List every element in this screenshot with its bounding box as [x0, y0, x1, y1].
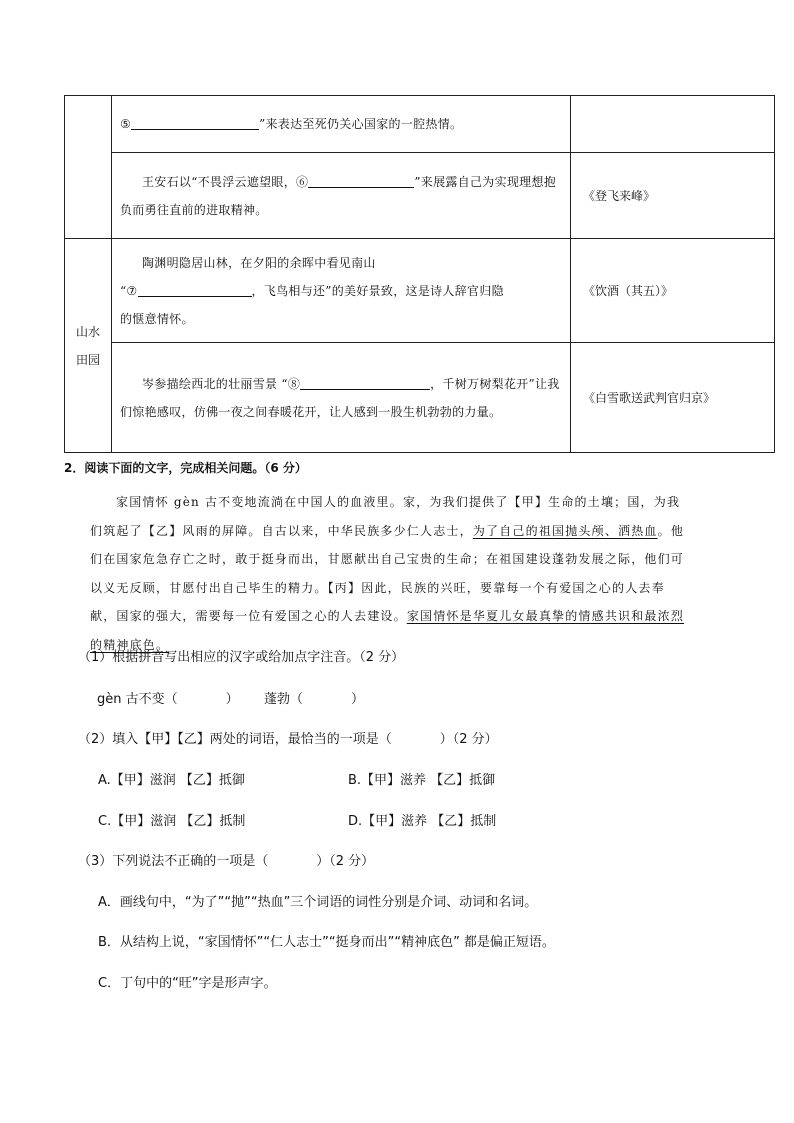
- poem-title-cell: 《登飞来峰》: [571, 153, 775, 239]
- description-cell: [112, 343, 571, 453]
- description-text: ”来展露自己为实现理想抱负而勇往直前的进取精神。: [120, 174, 557, 217]
- fill-blank[interactable]: [131, 115, 259, 130]
- option-b[interactable]: B.【甲】滋养 【乙】抵御: [348, 773, 496, 788]
- question-heading: 2．阅读下面的文字，完成相关问题。（6 分）: [64, 461, 307, 475]
- passage-text: 。他们在国家危急存亡之时，敢于挺身而出，甘愿献出自己宝贵的生命；在祖国建设蓬勃发展之际，他们可以义无反顾，甘愿付出自己毕生的精力。【丙】因此，民族的兴旺，要靠每一个有爱国之心的人去奉献，国家的强大，需要每一位有爱国之心的人去建设。: [90, 523, 685, 623]
- description-text: ，飞鸟相与还”的美好景致，这是诗人辞官归隐: [251, 283, 504, 298]
- poem-title-cell: [571, 96, 775, 153]
- paren-close: ）: [225, 692, 239, 707]
- fill-blank[interactable]: [300, 375, 430, 390]
- description-cell: [112, 239, 571, 343]
- underlined-sentence: 家国情怀是华夏儿女最真挚的情感共识和最浓烈的精神底色。: [90, 609, 685, 652]
- blank-number: ⑤: [120, 117, 132, 131]
- description-cell: [112, 96, 571, 153]
- description-cell: [112, 153, 571, 239]
- poem-title-cell: 《白雪歌送武判官归京》: [571, 343, 775, 453]
- table-row: [65, 343, 775, 453]
- category-cell: [65, 239, 112, 453]
- sub-question-1: （1）根据拼音写出相应的汉字或给加点字注音。（2 分）: [78, 650, 405, 665]
- question-text: （2）填入【甲】【乙】两处的词语，最恰当的一项是（: [78, 732, 392, 747]
- table-row: [65, 153, 775, 239]
- description-text: “⑦: [120, 283, 138, 298]
- pinyin-item: [97, 688, 239, 707]
- description-text: ，千树万树梨花开”让我们惊艳感叹，仿佛一夜之间春暖花开，让人感到一股生机勃勃的力量。: [120, 376, 560, 419]
- statement-b[interactable]: B．从结构上说，“家国情怀”“仁人志士”“挺身而出”“精神底色” 都是偏正短语。: [98, 935, 555, 950]
- description-text: 岑参描绘西北的壮丽雪景 “⑧: [142, 376, 301, 391]
- dotted-word-item: [264, 688, 364, 707]
- description-text: 陶渊明隐居山林，在夕阳的余晖中看见南山: [142, 255, 376, 270]
- description-text: 王安石以“不畏浮云遮望眼，⑥: [142, 174, 309, 189]
- option-c[interactable]: C.【甲】滋润 【乙】抵制: [98, 814, 246, 829]
- word-prompt: 蓬勃（: [264, 692, 304, 707]
- option-a[interactable]: A.【甲】滋润 【乙】抵御: [98, 773, 245, 788]
- pinyin-prompt: gèn 古不变（: [97, 692, 178, 707]
- statement-a[interactable]: A．画线句中，“为了”“抛”“热血”三个词语的词性分别是介词、动词和名词。: [98, 895, 538, 910]
- description-text: ”来表达至死仍关心国家的一腔热情。: [259, 117, 463, 131]
- option-d[interactable]: D.【甲】滋养 【乙】抵制: [348, 814, 497, 829]
- underlined-sentence: 为了自己的祖国抛头颅、洒热血: [472, 523, 658, 538]
- question-text: （3）下列说法不正确的一项是（: [78, 854, 269, 869]
- poem-title-cell: 《饮酒（其五）》: [571, 239, 775, 343]
- category-label: 山水田园: [75, 324, 100, 367]
- sub-question-3: [78, 850, 374, 869]
- table-row: [65, 96, 775, 153]
- fill-blank[interactable]: [138, 282, 252, 297]
- sub-question-2: [78, 728, 498, 747]
- reading-passage: [90, 488, 690, 659]
- poem-table: [64, 95, 775, 453]
- table-row: [65, 239, 775, 343]
- question-score: ）（2 分）: [316, 854, 375, 869]
- paren-close: ）: [351, 692, 365, 707]
- passage-text: 家国情怀 gèn 古不变地流淌在中国人的血液里。家，为我们提供了【甲】生命的土壤；国，为我们筑起了【乙】风雨的屏障。自古以来，中华民族多少仁人志士，: [90, 495, 681, 538]
- question-score: ）（2 分）: [439, 732, 498, 747]
- statement-c[interactable]: C．丁句中的“旺”字是形声字。: [98, 976, 277, 991]
- fill-blank[interactable]: [308, 173, 414, 188]
- description-text: 的惬意情怀。: [120, 311, 194, 326]
- category-cell: [65, 96, 112, 239]
